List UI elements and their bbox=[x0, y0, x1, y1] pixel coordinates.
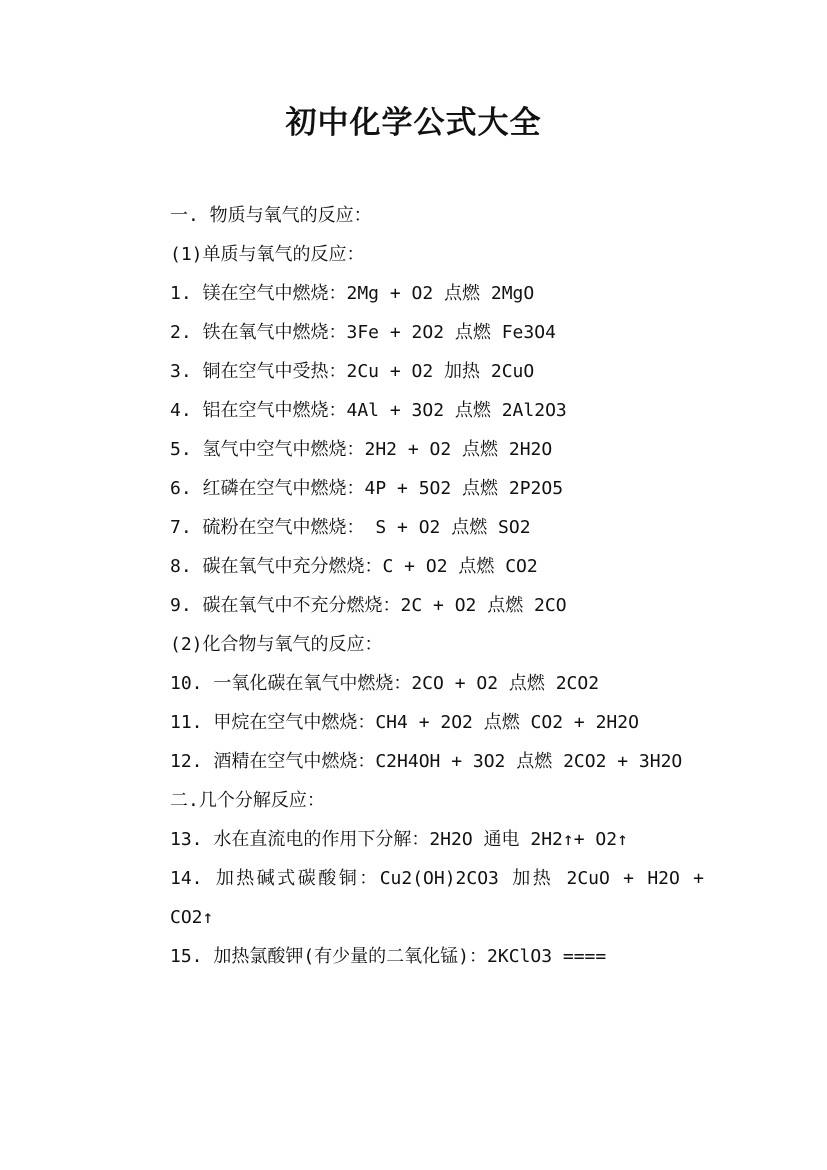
equation-line: 7. 硫粉在空气中燃烧： S + O2 点燃 SO2 bbox=[170, 517, 531, 538]
equation-line: 3. 铜在空气中受热：2Cu + O2 加热 2CuO bbox=[170, 361, 535, 382]
equation-line: 2. 铁在氧气中燃烧：3Fe + 2O2 点燃 Fe3O4 bbox=[170, 322, 556, 343]
section-heading: 一. 物质与氧气的反应： bbox=[170, 205, 372, 226]
equation-line: 12. 酒精在空气中燃烧：C2H4OH + 3O2 点燃 2CO2 + 3H2O bbox=[170, 751, 683, 772]
section-heading: 二.几个分解反应： bbox=[170, 790, 325, 811]
subsection-heading: (2)化合物与氧气的反应： bbox=[170, 634, 383, 655]
subsection-heading: (1)单质与氧气的反应： bbox=[170, 244, 365, 265]
equation-line: 10. 一氧化碳在氧气中燃烧：2CO + O2 点燃 2CO2 bbox=[170, 673, 600, 694]
document-body bbox=[126, 196, 704, 976]
equation-line: 15. 加热氯酸钾(有少量的二氧化锰)：2KClO3 ==== bbox=[170, 946, 607, 967]
equation-line: 5. 氢气中空气中燃烧：2H2 + O2 点燃 2H2O bbox=[170, 439, 553, 460]
equation-line: 4. 铝在空气中燃烧：4Al + 3O2 点燃 2Al2O3 bbox=[170, 400, 567, 421]
equation-line: 8. 碳在氧气中充分燃烧：C + O2 点燃 CO2 bbox=[170, 556, 538, 577]
equation-line: 13. 水在直流电的作用下分解：2H2O 通电 2H2↑+ O2↑ bbox=[170, 829, 628, 850]
equation-line: 1. 镁在空气中燃烧：2Mg + O2 点燃 2MgO bbox=[170, 283, 535, 304]
equation-line: 11. 甲烷在空气中燃烧：CH4 + 2O2 点燃 CO2 + 2H2O bbox=[170, 712, 639, 733]
equation-line: 6. 红磷在空气中燃烧：4P + 5O2 点燃 2P2O5 bbox=[170, 478, 564, 499]
page-title: 初中化学公式大全 bbox=[285, 105, 542, 141]
equation-line: 14. 加热碱式碳酸铜：Cu2(OH)2CO3 加热 2CuO + H2O + CO2↑ bbox=[170, 868, 704, 928]
equation-line: 9. 碳在氧气中不充分燃烧：2C + O2 点燃 2CO bbox=[170, 595, 567, 616]
